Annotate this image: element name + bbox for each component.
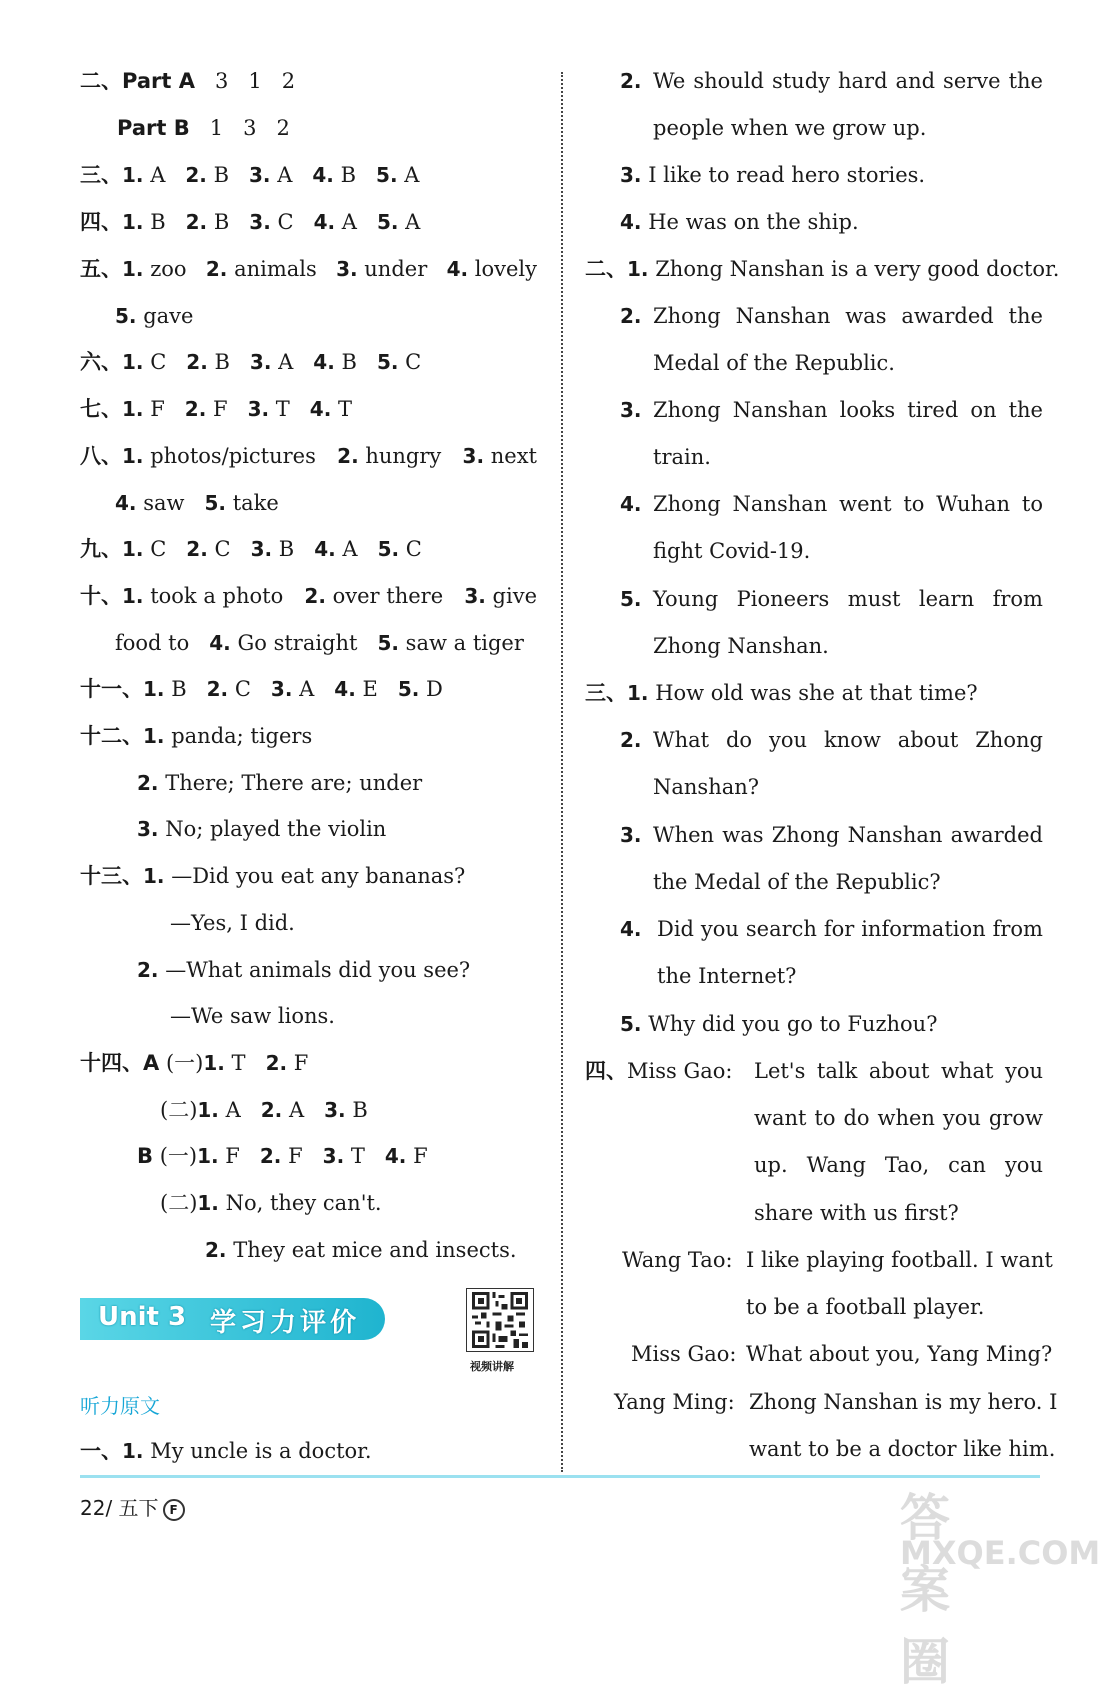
r-s3-item4-num: 4.	[620, 917, 642, 941]
r-s2-item5-line1: Young Pioneers must learn from	[653, 587, 1043, 611]
r-item-2-line2: people when we grow up.	[653, 116, 927, 140]
r-yang-line1: Zhong Nanshan is my hero. I	[749, 1390, 1058, 1414]
page-number: 22/	[80, 1496, 113, 1520]
r-s3-item4-line2: the Internet?	[657, 964, 797, 988]
answer-line-14: 十四、A (一)1. T 2. F	[80, 1051, 309, 1075]
r-s2-item4-num: 4.	[620, 492, 642, 516]
answer-line-13: 十三、1. —Did you eat any bananas?	[80, 864, 466, 888]
r-s4-line4: share with us first?	[754, 1201, 959, 1225]
unit-title: 学习力评价	[210, 1308, 361, 1338]
answer-line-3: 三、1. A 2. B 3. A 4. B 5. A	[80, 163, 420, 187]
column-divider	[561, 72, 563, 1472]
r-item-4: 4. He was on the ship.	[620, 210, 859, 234]
r-s3-item2-num: 2.	[620, 728, 642, 752]
r-speaker-yang: Yang Ming:	[614, 1390, 735, 1414]
r-s2-item2-line2: Medal of the Republic.	[653, 351, 895, 375]
answer-line-8b: 4. saw 5. take	[115, 491, 279, 515]
answer-line-14-b1: B (一)1. F 2. F 3. T 4. F	[137, 1144, 428, 1168]
r-s2-item3-line1: Zhong Nanshan looks tired on the	[653, 398, 1043, 422]
answer-line-14-b2-2: 2. They eat mice and insects.	[205, 1238, 517, 1262]
r-section-2-line1: 二、1. Zhong Nanshan is a very good doctor.	[585, 257, 1060, 281]
r-speaker-wang: Wang Tao:	[622, 1248, 733, 1272]
r-s3-item3-line2: the Medal of the Republic?	[653, 870, 941, 894]
answer-line-11: 十一、1. B 2. C 3. A 4. E 5. D	[80, 677, 443, 701]
r-item-3: 3. I like to read hero stories.	[620, 163, 926, 187]
qr-code[interactable]	[466, 1288, 534, 1352]
unit-banner	[80, 1298, 385, 1340]
answer-line-9: 九、1. C 2. C 3. B 4. A 5. C	[80, 537, 422, 561]
r-s3-item3-line1: When was Zhong Nanshan awarded	[653, 823, 1043, 847]
listening-line-1: 一、1. My uncle is a doctor.	[80, 1439, 372, 1463]
r-s4-line1: Let's talk about what you	[754, 1059, 1043, 1083]
r-section-4-speaker: 四、Miss Gao:	[585, 1059, 733, 1083]
edition-badge-icon: F	[163, 1499, 185, 1521]
page-footer	[80, 1492, 185, 1521]
r-s2-item3-num: 3.	[620, 398, 642, 422]
answer-line-5b: 5. gave	[115, 304, 194, 328]
r-s2-item3-line2: train.	[653, 445, 711, 469]
answer-line-13-2: 2. —What animals did you see?	[137, 958, 471, 982]
r-gao2-line1: What about you, Yang Ming?	[746, 1342, 1053, 1366]
answer-line-13-2a: —We saw lions.	[170, 1004, 335, 1028]
r-s2-item5-num: 5.	[620, 587, 642, 611]
qr-label: 视频讲解	[470, 1360, 514, 1373]
answer-line-5: 五、1. zoo 2. animals 3. under 4. lovely	[80, 257, 537, 281]
answer-line-13-1a: —Yes, I did.	[170, 911, 295, 935]
r-s2-item4-line2: fight Covid-19.	[653, 539, 811, 563]
r-s3-item4-line1: Did you search for information from	[657, 917, 1043, 941]
r-s4-line2: want to do when you grow	[754, 1106, 1043, 1130]
answer-line-4: 四、1. B 2. B 3. C 4. A 5. A	[80, 210, 421, 234]
unit-label: Unit 3	[98, 1302, 187, 1332]
answer-line-10: 十、1. took a photo 2. over there 3. give	[80, 584, 537, 608]
r-s3-item5: 5. Why did you go to Fuzhou?	[620, 1012, 938, 1036]
r-s2-item2-num: 2.	[620, 304, 642, 328]
r-s3-item2-line2: Nanshan?	[653, 775, 760, 799]
answer-line-12: 十二、1. panda; tigers	[80, 724, 313, 748]
answer-line-12-3: 3. No; played the violin	[137, 817, 387, 841]
answer-line-14-a2: (二)1. A 2. A 3. B	[160, 1098, 368, 1122]
bottom-rule	[80, 1475, 1040, 1478]
answer-line-7: 七、1. F 2. F 3. T 4. T	[80, 397, 352, 421]
r-s2-item2-line1: Zhong Nanshan was awarded the	[653, 304, 1043, 328]
answer-line-14-b2: (二)1. No, they can't.	[160, 1191, 382, 1215]
r-wang-line1: I like playing football. I want	[746, 1248, 1053, 1272]
r-s4-line3: up. Wang Tao, can you	[754, 1153, 1043, 1177]
r-s3-item3-num: 3.	[620, 823, 642, 847]
r-speaker-gao2: Miss Gao:	[631, 1342, 737, 1366]
r-section-3-line1: 三、1. How old was she at that time?	[585, 681, 978, 705]
listening-section-title: 听力原文	[80, 1394, 160, 1418]
r-item-2-line1: We should study hard and serve the	[653, 69, 1043, 93]
answer-line-12-2: 2. There; There are; under	[137, 771, 423, 795]
r-yang-line2: want to be a doctor like him.	[749, 1437, 1056, 1461]
answer-line-6: 六、1. C 2. B 3. A 4. B 5. C	[80, 350, 422, 374]
answer-line-2b: Part B 1 3 2	[117, 116, 290, 140]
r-wang-line2: to be a football player.	[746, 1295, 985, 1319]
grade-label: 五下	[118, 1496, 159, 1520]
r-s2-item4-line1: Zhong Nanshan went to Wuhan to	[653, 492, 1043, 516]
r-s3-item2-line1: What do you know about Zhong	[653, 728, 1043, 752]
answer-line-2: 二、Part A 3 1 2	[80, 69, 296, 93]
answer-line-8: 八、1. photos/pictures 2. hungry 3. next	[80, 444, 537, 468]
r-item-2-num: 2.	[620, 69, 642, 93]
answer-line-10b: food to 4. Go straight 5. saw a tiger	[115, 631, 524, 655]
r-s2-item5-line2: Zhong Nanshan.	[653, 634, 829, 658]
